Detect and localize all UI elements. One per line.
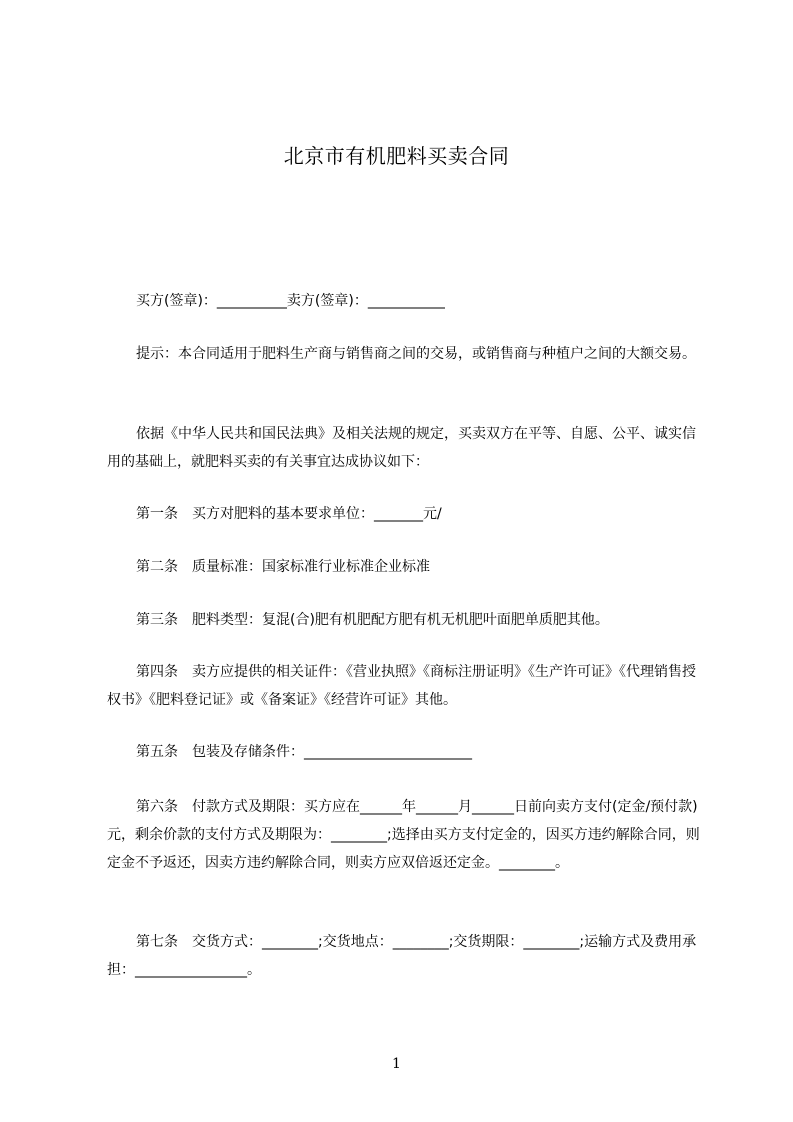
article-3: 第三条 肥料类型：复混(合)肥有机肥配方肥有机无机肥叶面肥单质肥其他。 (136, 612, 609, 628)
notice-paragraph: 提示：本合同适用于肥料生产商与销售商之间的交易，或销售商与种植户之间的大额交易。 (136, 346, 696, 362)
page-number: 1 (392, 1056, 401, 1072)
preamble-paragraph: 依据《中华人民共和国民法典》及相关法规的规定，买卖双方在平等、自愿、公平、诚实信用的基础上，就肥料买卖的有关事宜达成协议如下： (107, 426, 696, 470)
article-5: 第五条 包装及存储条件：________________________ (136, 744, 472, 760)
article-2: 第二条 质量标准：国家标准行业标准企业标准 (136, 559, 430, 575)
article-7: 第七条 交货方式：________;交货地点：________;交货期限：________;运输方式及费用承担：________________。 (107, 934, 697, 978)
article-6: 第六条 付款方式及期限：买方应在______年______月______日前向卖方支付(定金/预付款)元，剩余价款的支付方式及期限为：________;选择由买方支付定金的，因买方违约解除合同，则定金不予返还，因卖方违约解除合同，则卖方应双倍返还定金。________。 (107, 799, 700, 871)
signature-line: 买方(签章)：__________卖方(签章)：___________ (136, 293, 445, 309)
document-title: 北京市有机肥料买卖合同 (283, 144, 510, 168)
article-4: 第四条 卖方应提供的相关证件：《营业执照》《商标注册证明》《生产许可证》《代理销售授权书》《肥料登记证》或《备案证》《经营许可证》其他。 (107, 664, 696, 708)
article-1: 第一条 买方对肥料的基本要求单位：_______元/ (136, 506, 442, 522)
